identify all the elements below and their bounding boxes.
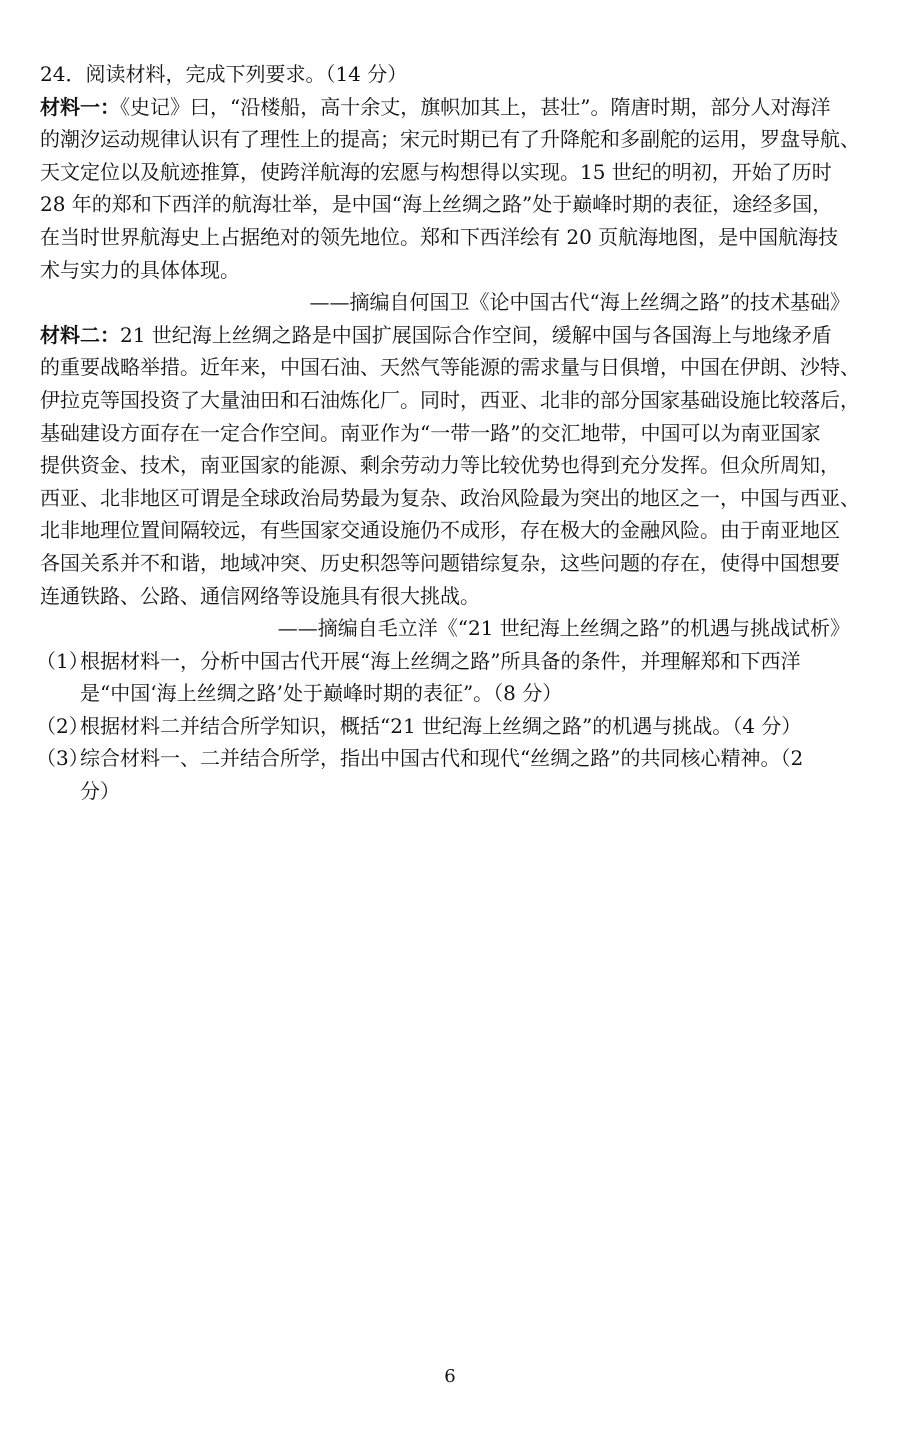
material-two-text: 21 世纪海上丝绸之路是中国扩展国际合作空间，缓解中国与各国海上与地缘矛盾 <box>120 322 832 347</box>
material-one-label: 材料一： <box>40 94 120 119</box>
material-two-line: 北非地理位置间隔较远，有些国家交通设施仍不成形，存在极大的金融风险。由于南亚地区 <box>40 518 840 543</box>
subquestion-number: （3） <box>36 746 89 771</box>
subquestion-1 <box>36 645 850 710</box>
material-one <box>40 91 860 319</box>
subquestion-line: 是“中国‘海上丝绸之路’处于巅峰时期的表征”。（8 分） <box>80 681 563 706</box>
material-two-line <box>40 319 850 352</box>
material-one-line: 的潮汐运动规律认识有了理性上的提高；宋元时期已有了升降舵和多副舵的运用，罗盘导航、 <box>40 127 860 152</box>
material-two <box>40 319 860 645</box>
material-one-line: 术与实力的具体体现。 <box>40 257 240 282</box>
material-two-line: 西亚、北非地区可谓是全球政治局势最为复杂、政治风险最为突出的地区之一，中国与西亚、 <box>40 485 860 510</box>
page-number: 6 <box>444 1366 456 1387</box>
subquestion-text <box>80 645 850 710</box>
material-two-line: 基础建设方面存在一定合作空间。南亚作为“一带一路”的交汇地带，中国可以为南亚国家 <box>40 420 821 445</box>
material-two-line: 的重要战略举措。近年来，中国石油、天然气等能源的需求量与日俱增，中国在伊朗、沙特、 <box>40 355 860 380</box>
material-one-line: 28 年的郑和下西洋的航海壮举，是中国“海上丝绸之路”处于巅峰时期的表征，途经多国， <box>40 192 833 217</box>
subquestion-list <box>36 645 850 808</box>
material-two-source: ——摘编自毛立洋《“21 世纪海上丝绸之路”的机遇与挑战试析》 <box>277 616 850 641</box>
material-two-label: 材料二： <box>40 322 120 347</box>
material-two-line: 伊拉克等国投资了大量油田和石油炼化厂。同时，西亚、北非的部分国家基础设施比较落后， <box>40 387 860 412</box>
material-one-source: ——摘编自何国卫《论中国古代“海上丝绸之路”的技术基础》 <box>309 290 850 315</box>
material-two-line: 连通铁路、公路、通信网络等设施具有很大挑战。 <box>40 583 480 608</box>
subquestion-3 <box>36 742 850 807</box>
material-one-line: 在当时世界航海史上占据绝对的领先地位。郑和下西洋绘有 20 页航海地图，是中国航海技 <box>40 224 839 249</box>
material-two-line: 各国关系并不和谐，地域冲突、历史积怨等问题错综复杂，这些问题的存在，使得中国想要 <box>40 550 840 575</box>
subquestion-line: 根据材料二并结合所学知识，概括“21 世纪海上丝绸之路”的机遇与挑战。（4 分） <box>80 713 802 738</box>
material-one-text: 《史记》曰，“沿楼船，高十余丈，旗帜加其上，甚壮”。隋唐时期，部分人对海洋 <box>120 94 831 119</box>
subquestion-line: 分） <box>80 779 120 804</box>
subquestion-line: 根据材料一，分析中国古代开展“海上丝绸之路”所具备的条件，并理解郑和下西洋 <box>80 648 801 673</box>
exam-page <box>36 58 860 808</box>
subquestion-text <box>80 710 850 743</box>
material-one-line: 天文定位以及航迹推算，使跨洋航海的宏愿与构想得以实现。15 世纪的明初，开始了历时 <box>40 159 832 184</box>
subquestion-number: （2） <box>36 713 89 738</box>
subquestion-text <box>80 742 850 807</box>
subquestion-2 <box>36 710 850 743</box>
question-header: 24．阅读材料，完成下列要求。（14 分） <box>40 62 408 86</box>
subquestion-line: 综合材料一、二并结合所学，指出中国古代和现代“丝绸之路”的共同核心精神。（2 <box>80 746 804 771</box>
material-two-line: 提供资金、技术，南亚国家的能源、剩余劳动力等比较优势也得到充分发挥。但众所周知， <box>40 453 840 478</box>
subquestion-number: （1） <box>36 648 89 673</box>
material-one-line <box>40 91 850 124</box>
